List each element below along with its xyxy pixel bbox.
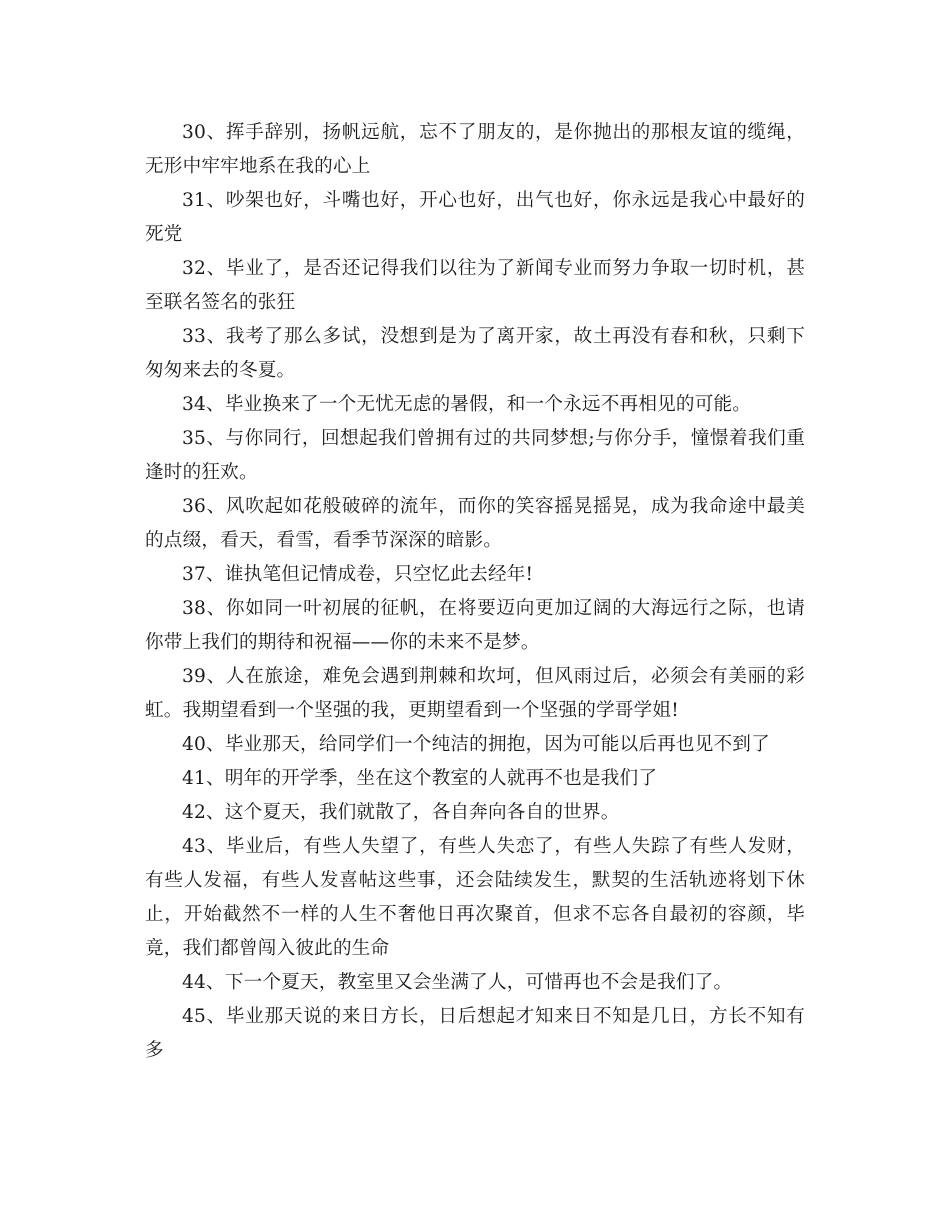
paragraph-44: 44、下一个夏天，教室里又会坐满了人，可惜再也不会是我们了。 xyxy=(182,972,733,993)
paragraph-35: 35、与你同行，回想起我们曾拥有过的共同梦想;与你分手，憧憬着我们重逢时的狂欢。 xyxy=(145,428,805,483)
paragraph-33: 33、我考了那么多试，没想到是为了离开家，故土再没有春和秋，只剩下匆匆来去的冬夏。 xyxy=(145,326,805,381)
paragraph-30: 30、挥手辞别，扬帆远航，忘不了朋友的，是你抛出的那根友谊的缆绳，无形中牢牢地系在我的心上 xyxy=(145,122,805,177)
paragraph-34: 34、毕业换来了一个无忧无虑的暑假，和一个永远不再相见的可能。 xyxy=(182,394,752,415)
paragraph-37: 37、谁执笔但记情成卷，只空忆此去经年! xyxy=(182,564,534,585)
paragraph-40: 40、毕业那天，给同学们一个纯洁的拥抱，因为可能以后再也见不到了 xyxy=(182,734,770,755)
document-body xyxy=(145,116,805,1068)
paragraph-41: 41、明年的开学季，坐在这个教室的人就再不也是我们了 xyxy=(182,768,658,789)
paragraph-32: 32、毕业了，是否还记得我们以往为了新闻专业而努力争取一切时机，甚至联名签名的张狂 xyxy=(145,258,805,313)
paragraph-39: 39、人在旅途，难免会遇到荆棘和坎坷，但风雨过后，必须会有美丽的彩虹。我期望看到一个坚强的我，更期望看到一个坚强的学哥学姐! xyxy=(145,666,805,721)
paragraph-36: 36、风吹起如花般破碎的流年，而你的笑容摇晃摇晃，成为我命途中最美的点缀，看天，看雪，看季节深深的暗影。 xyxy=(145,496,805,551)
paragraph-31: 31、吵架也好，斗嘴也好，开心也好，出气也好，你永远是我心中最好的死党 xyxy=(145,190,805,245)
paragraph-42: 42、这个夏天，我们就散了，各自奔向各自的世界。 xyxy=(182,802,620,823)
paragraph-38: 38、你如同一叶初展的征帆，在将要迈向更加辽阔的大海远行之际，也请你带上我们的期待和祝福——你的未来不是梦。 xyxy=(145,598,805,653)
paragraph-45: 45、毕业那天说的来日方长，日后想起才知来日不知是几日，方长不知有多 xyxy=(145,1006,805,1061)
paragraph-43: 43、毕业后，有些人失望了，有些人失恋了，有些人失踪了有些人发财，有些人发福，有些人发喜帖这些事，还会陆续发生，默契的生活轨迹将划下休止，开始截然不一样的人生不奢他日再次聚首，但求不忘各自最初的容颜，毕竟，我们都曾闯入彼此的生命 xyxy=(145,836,805,959)
